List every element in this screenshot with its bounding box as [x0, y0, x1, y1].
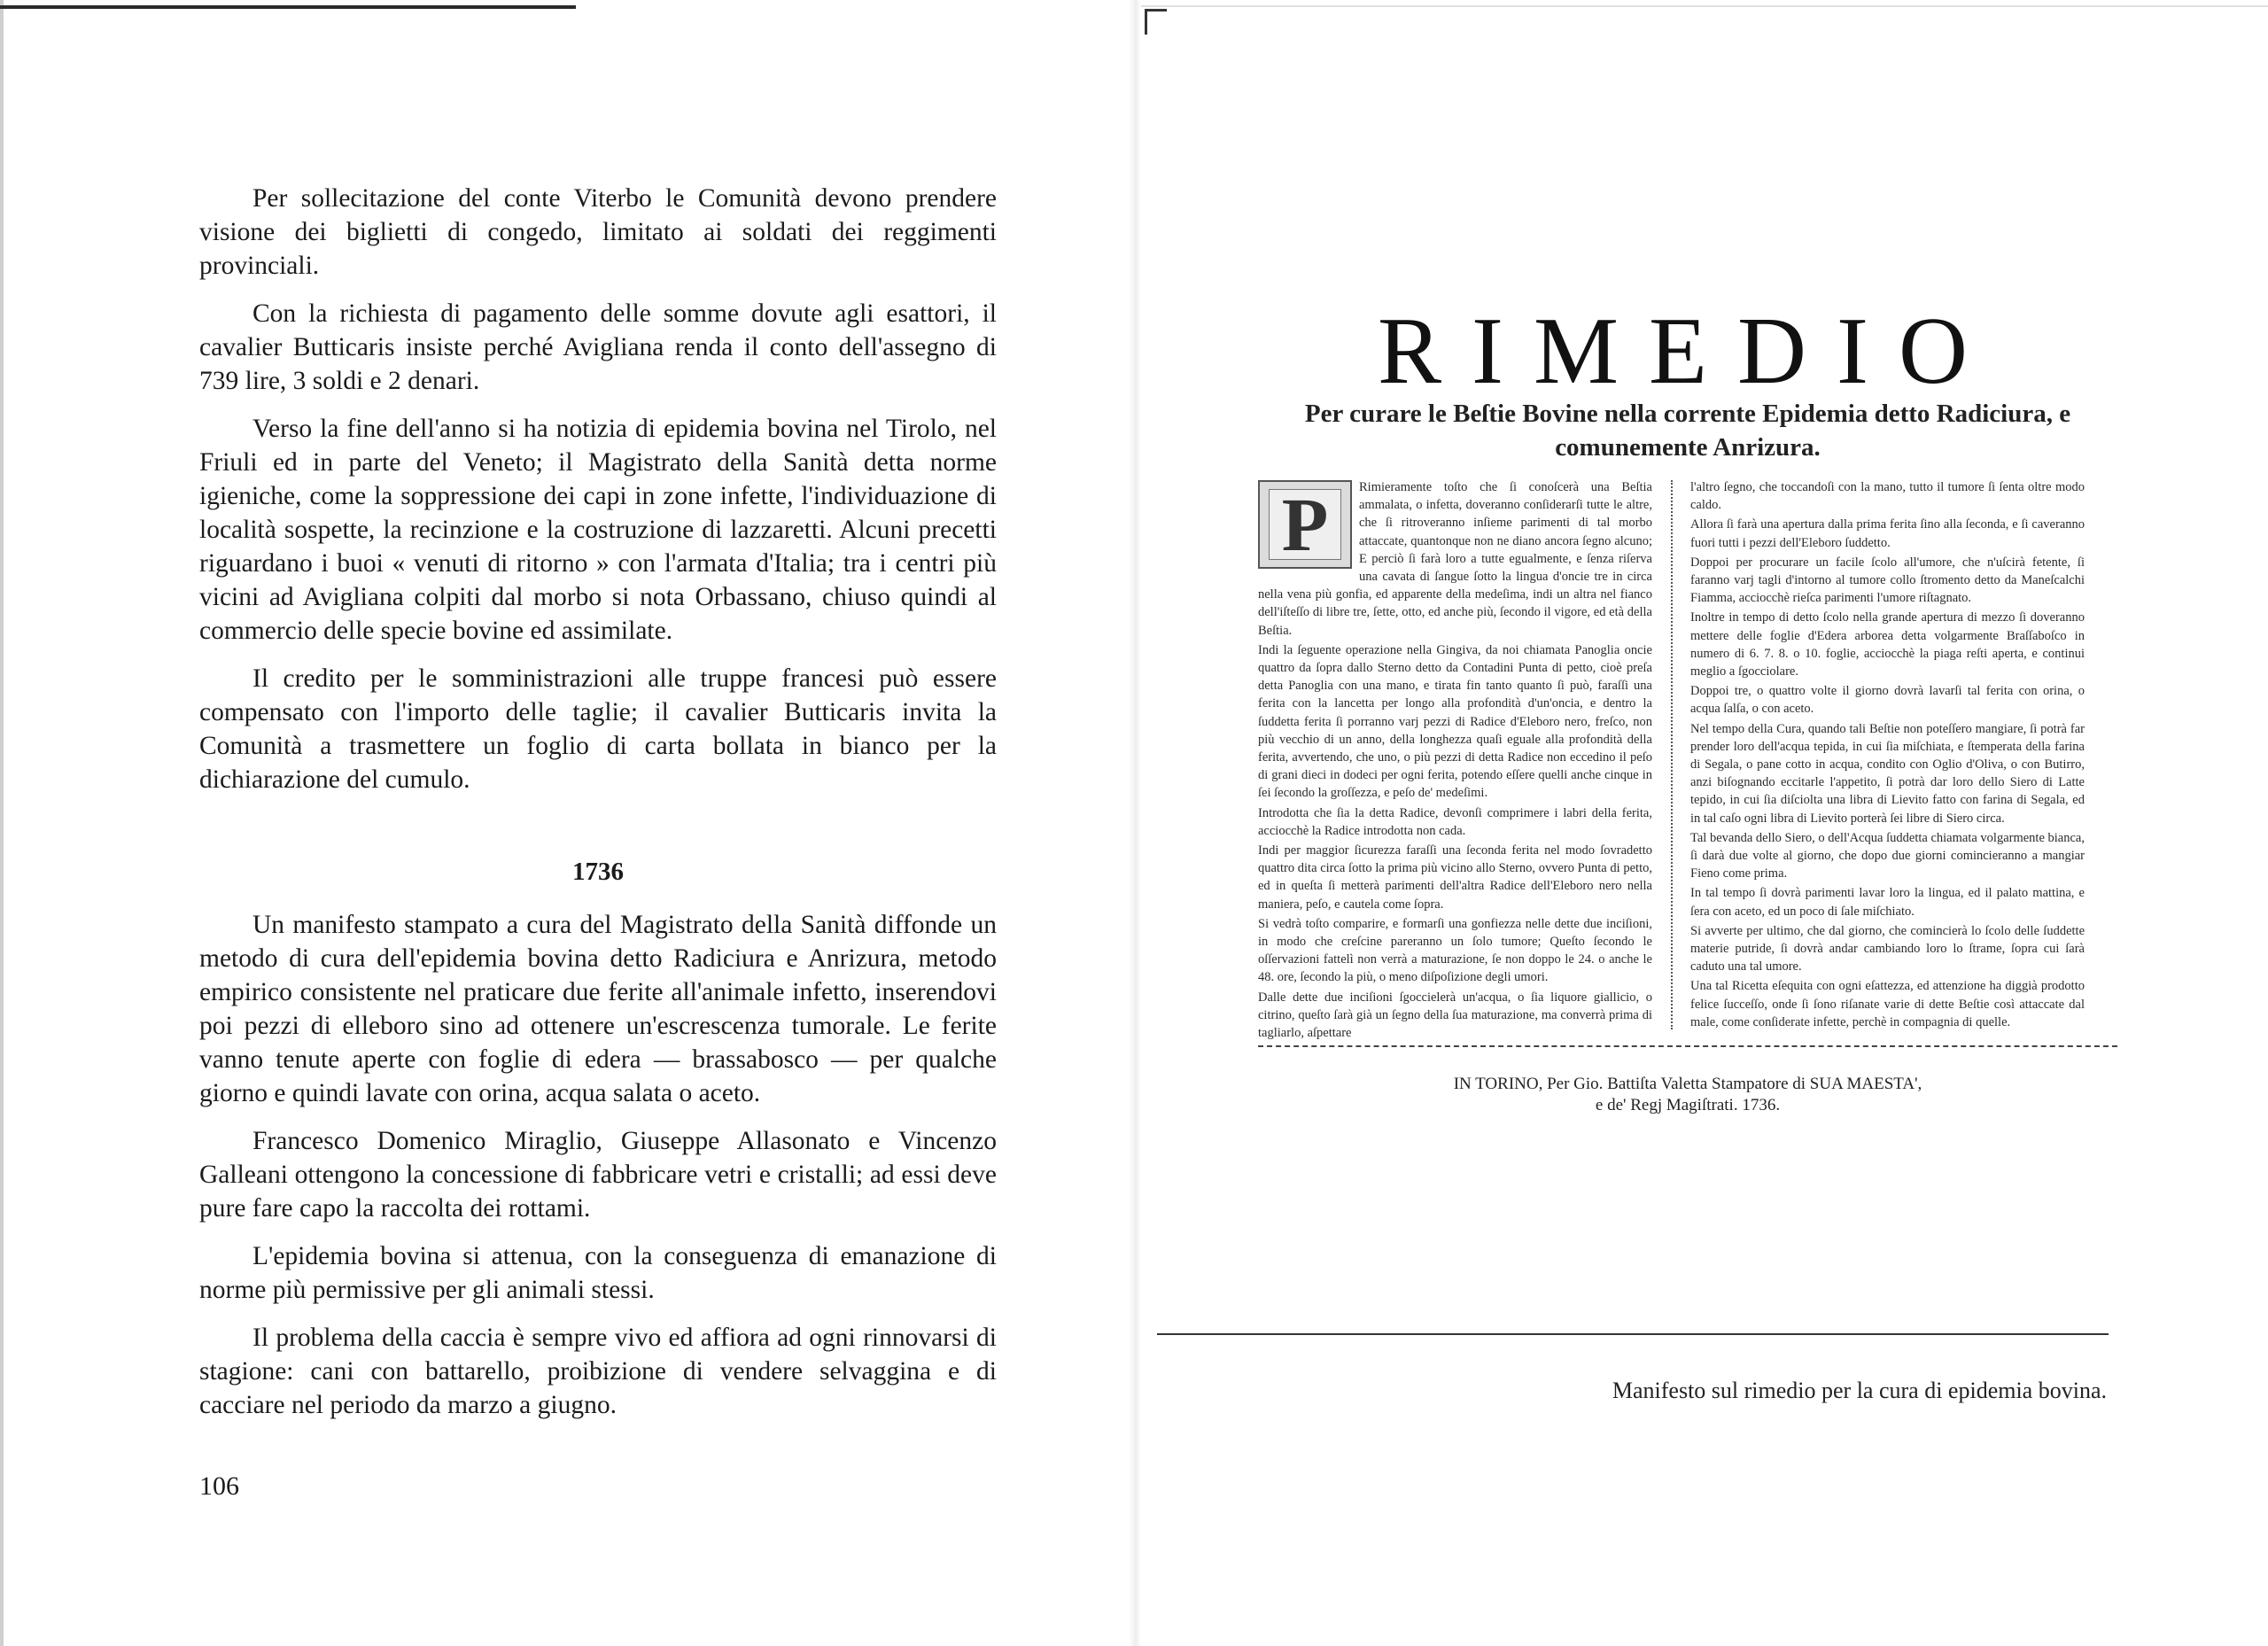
manifesto-paragraph: l'altro ſegno, che toccandoſi con la mano, tutto il tumore ſi ſenta oltre modo caldo.: [1690, 480, 2085, 513]
manifesto-paragraph: Allora ſi farà una apertura dalla prima ferita ſino alla ſeconda, e ſi caveranno fuori tutti i pezzi dell'Eleboro ſuddetto.: [1690, 517, 2085, 550]
manifesto-paragraph: Rimieramente toſto che ſi conoſcerà una Beſtia ammalata, o infetta, doveranno conſiderarſi tutte le altre, che ſi ritroveranno inſieme parimenti di tal morbo attaccate, quantonque non ne diano ancora ſegno alcuno; E perciò ſi farà loro a tutte egualmente, e ſenza riſerva una cavata di ſangue ſotto la lingua d'oncie tre in circa nella vena più gonfia, ed apparente della medeſima, indi un altra nel fianco dell'iſteſſo di libre tre, ſette, otto, ed anche più, ſecondo il vigore, ed età della Beſtia.: [1258, 480, 1652, 638]
manifesto-subtitle: Per curare le Beſtie Bovine nella corrente Epidemia detto Radiciura, e comunemente Anrizura.: [1304, 400, 2071, 462]
paragraph: L'epidemia bovina si attenua, con la conseguenza di emanazione di norme più permissive per gli animali stessi.: [199, 1242, 997, 1304]
paragraph: Il problema della caccia è sempre vivo ed affiora ad ogni rinnovarsi di stagione: cani con battarello, proibizione di vendere selvaggina e di cacciare nel periodo da marzo a giugno.: [199, 1324, 997, 1419]
manifesto-title: RIMEDIO: [1378, 299, 1998, 404]
manifesto-paragraph: Una tal Ricetta eſequita con ogni eſattezza, ed attenzione ha diggià prodotto felice ſucceſſo, onde ſi ſono riſanate varie di dette Beſtie così attaccate dal male, come conſiderate infette, perchè in compagnia di quelle.: [1690, 979, 2085, 1029]
manifesto-image: [1258, 283, 2117, 1293]
manifesto-paragraph: Doppoi per procurare un facile ſcolo all'umore, che n'uſcirà fetente, ſi faranno varj tagli d'intorno al tumore collo ſtromento detto da Maneſcalchi Fiamma, acciocchè rieſca parimenti l'umore riſtagnato.: [1690, 555, 2085, 606]
imprint-line: e de' Regj Magiſtrati. 1736.: [1595, 1096, 1781, 1114]
printer-imprint: [1258, 1074, 2117, 1116]
text-block-top: [199, 182, 997, 811]
manifesto-paragraph: Si vedrà toſto comparire, e formarſi una gonfiezza nelle dette due inciſioni, in modo che creſcine pareranno un ſolo tumore; Queſto ſecondo le oſſervazioni fattelì non verrà a maturazione, ſe non doppo le 24. o anche le 48. ore, ſecondo la più, o meno diſpoſizione degli umori.: [1258, 916, 1652, 985]
paragraph: Il credito per le somministrazioni alle truppe francesi può essere compensato con l'importo delle taglie; il cavalier Butticaris invita la Comunità a trasmettere un foglio di carta bollata in bianco per la dichiarazione del cumulo.: [199, 664, 997, 794]
manifesto-paragraph: Indi la ſeguente operazione nella Gingiva, da noi chiamata Panoglia oncie quattro da ſopra dallo Sterno detto da Contadini Punta di petto, cioè preſa detta Panoglia con una mano, e tirata fin tanto quanto ſi può, faraſſi una ferita con la lancetta per longo alla profondità d'un'oncia, e dentro la ſuddetta ferita ſi porranno varj pezzi di Radice d'Eleboro nero, freſco, non più vecchio di un anno, della longhezza quaſi eguale alla profondità della ferita, avvertendo, che uno, o più pezzi di detta Radice non eccedino il peſo di grani dieci in dodeci per ogni ferita, potendo eſſere quelli anche cinque in ſei ſecondo la groſſezza, e peſo de' medeſimi.: [1258, 642, 1652, 801]
corner-crop-mark: [1145, 9, 1167, 35]
manifesto-left-column: [1258, 478, 1652, 1044]
manifesto-paragraph: Indi per maggior ſicurezza faraſſi una ſeconda ferita nel modo ſovradetto quattro dita circa ſotto la prima più vicino allo Sterno, ovvero Punta di petto, ed in queſta ſi metterà parimenti dell'altra Radice dell'Eleboro nero nella maniera, peſo, e cautela come ſopra.: [1258, 843, 1652, 912]
paragraph: Francesco Domenico Miraglio, Giuseppe Allasonato e Vincenzo Galleani ottengono la concessione di fabbricare vetri e cristalli; ad essi deve pure fare capo la raccolta dei rottami.: [199, 1127, 997, 1223]
manifesto-paragraph: Inoltre in tempo di detto ſcolo nella grande apertura di mezzo ſi doveranno mettere delle foglie d'Edera arborea detta volgarmente Braſſaboſco in numero di 6. 7. 8. o 10. foglie, acciocchè la piaga reſti aperta, e continui meglio a ſgocciolare.: [1690, 610, 2085, 679]
manifesto-bottom-rule: [1258, 1045, 2117, 1047]
caption-rule: [1157, 1333, 2109, 1335]
paragraph: Con la richiesta di pagamento delle somme dovute agli esattori, il cavalier Butticaris insiste perché Avigliana renda il conto dell'assegno di 739 lire, 3 soldi e 2 denari.: [199, 299, 997, 395]
page-number: 106: [199, 1471, 239, 1501]
manifesto-paragraph: Si avverte per ultimo, che dal giorno, che comincierà lo ſcolo delle ſuddette materie putride, ſi dovrà andar cambiando loro lo ſtrame, ſopra cui ſarà caduto una tal umore.: [1690, 923, 2085, 974]
text-block-bottom: [199, 908, 997, 1501]
column-divider: [1671, 480, 1674, 1029]
manifesto-paragraph: Dalle dette due inciſioni ſgoccielerà un'acqua, o ſia liquore giallicio, o citrino, queſto ſarà già un ſegno della ſua maturazione, ma converrà prima di tagliarlo, aſpettare: [1258, 990, 1652, 1041]
book-gutter: [1129, 0, 1141, 1646]
imprint-line: IN TORINO, Per Gio. Battiſta Valetta Stampatore di SUA MAESTA',: [1453, 1075, 1922, 1093]
drop-cap-letter: P: [1269, 489, 1341, 560]
manifesto-paragraph: Nel tempo della Cura, quando tali Beſtie non poteſſero mangiare, ſi potrà far prender loro dell'acqua tepida, in cui ſia miſchiata, e ſtemperata della farina di Segala, o pane cotto in acqua, condito con Oglio d'Oliva, o con Butirro, anzi biſognando eccitarle l'appetito, ſi potrà dar loro dello Siero di Latte tepido, in cui ſia diſciolta una libra di Lievito fatto con farina di Segala, ed in tal caſo ogni libra di Lievito porterà ſei libre di Siero circa.: [1690, 721, 2085, 826]
paragraph: Per sollecitazione del conte Viterbo le Comunità devono prendere visione dei biglietti di congedo, limitato ai soldati dei reggimenti provinciali.: [199, 184, 997, 280]
page-edge-top-right: [1141, 5, 2268, 7]
manifesto-paragraph: Doppoi tre, o quattro volte il giorno dovrà lavarſi tal ferita con orina, o acqua ſalſa, o con aceto.: [1690, 684, 2085, 717]
manifesto-paragraph: In tal tempo ſi dovrà parimenti lavar loro la lingua, ed il palato mattina, e ſera con aceto, ed un poco di ſale miſchiato.: [1690, 886, 2085, 919]
figure-caption: Manifesto sul rimedio per la cura di epidemia bovina.: [1612, 1378, 2107, 1403]
paragraph: Verso la fine dell'anno si ha notizia di epidemia bovina nel Tirolo, nel Friuli ed in parte del Veneto; il Magistrato della Sanità detta norme igieniche, come la soppressione dei capi in zone infette, l'individuazione di località sospette, la recinzione e la costruzione di lazzaretti. Alcuni precetti riguardano i buoi « venuti di ritorno » con l'armata d'Italia; tra i centri più vicini ad Avigliana colpiti dal morbo si nota Orbassano, chiuso quindi al commercio delle specie bovine ed assimilate.: [199, 415, 997, 645]
paragraph: Un manifesto stampato a cura del Magistrato della Sanità diffonde un metodo di cura dell'epidemia bovina detto Radiciura e Anrizura, metodo empirico consistente nel praticare due ferite all'animale infetto, inserendovi poi pezzi di elleboro sino ad ottenere un'escrescenza tumorale. Le ferite vanno tenute aperte con foglie di edera — brassabosco — per qualche giorno e quindi lavate con orina, acqua salata o aceto.: [199, 911, 997, 1107]
decorated-initial: [1258, 480, 1352, 569]
manifesto-paragraph: Tal bevanda dello Siero, o dell'Acqua ſuddetta chiamata volgarmente bianca, ſi darà due volte al giorno, che dopo due giorni comincieranno a mangiar Fieno come prima.: [1690, 830, 2085, 881]
manifesto-paragraph: Introdotta che ſia la detta Radice, devonſi comprimere i labri della ferita, acciocchè la Radice introdotta non cada.: [1258, 805, 1652, 838]
year-heading: 1736: [572, 858, 624, 886]
manifesto-right-column: [1690, 478, 2085, 1033]
left-page: [0, 0, 1129, 1646]
